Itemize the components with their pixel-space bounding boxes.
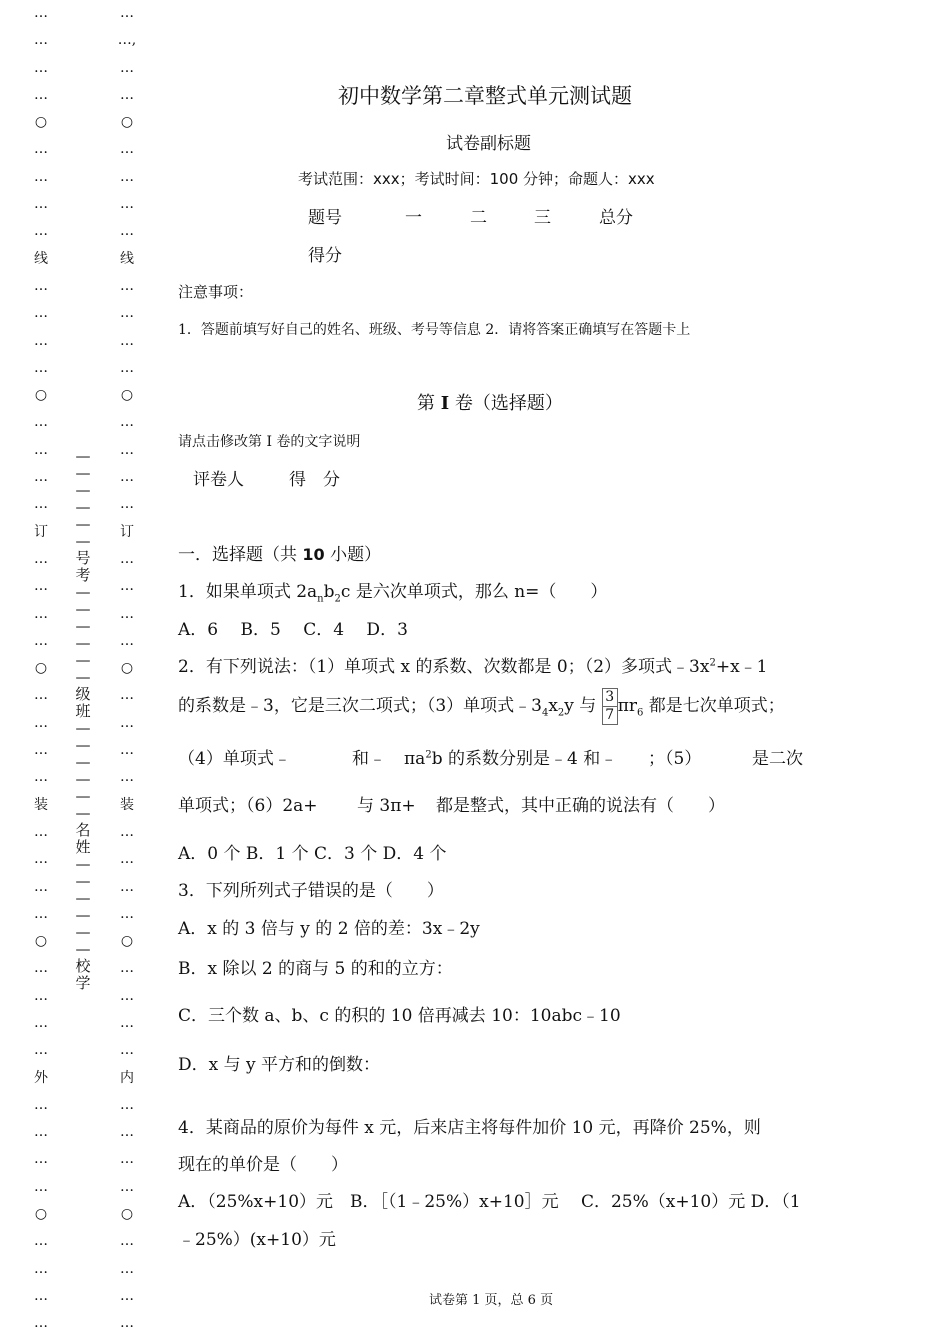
inner-margin-mark: …, xyxy=(117,32,137,49)
student-info-char: — xyxy=(75,855,91,873)
section-title-pre: 第 xyxy=(417,393,441,414)
q2-line3-d: b 的系数分别是﹣4 和﹣ xyxy=(431,749,618,769)
inner-margin-mark: ○ xyxy=(120,114,134,131)
outer-margin-mark: … xyxy=(34,359,48,376)
q2-line2-x: x xyxy=(548,696,558,716)
outer-margin-mark: … xyxy=(34,550,48,567)
q2-line2-sub-6: 6 xyxy=(637,707,644,719)
outer-margin-mark: 装 xyxy=(34,796,48,813)
outer-margin-mark: … xyxy=(34,578,48,595)
fraction-numerator: 3 xyxy=(605,689,615,705)
student-info-char: — xyxy=(75,668,91,686)
binding-margin-outer xyxy=(29,0,53,1338)
outer-margin-mark: ○ xyxy=(34,114,48,131)
outer-margin-mark: ○ xyxy=(34,660,48,677)
exam-title: 初中数学第二章整式单元测试题 xyxy=(338,84,632,108)
binding-margin-inner xyxy=(115,0,139,1338)
student-info-char: — xyxy=(75,651,91,669)
inner-margin-mark: ○ xyxy=(120,387,134,404)
outer-margin-mark: … xyxy=(34,1151,48,1168)
student-info-char: — xyxy=(75,889,91,907)
inner-margin-mark: … xyxy=(120,469,134,486)
outer-margin-mark: ○ xyxy=(34,387,48,404)
outer-margin-mark: … xyxy=(34,277,48,294)
outer-margin-mark: … xyxy=(34,632,48,649)
score-table-header-3: 三 xyxy=(534,208,551,228)
outer-margin-mark: … xyxy=(34,1042,48,1059)
exam-info xyxy=(298,168,655,189)
inner-margin-mark: … xyxy=(120,1096,134,1113)
inner-margin-mark: … xyxy=(120,5,134,21)
student-info-char: 校 xyxy=(75,957,91,975)
question-3: 3．下列所列式子错误的是（ ） xyxy=(178,881,444,901)
q1-sub-2: 2 xyxy=(334,593,341,605)
part-heading-num: 10 xyxy=(302,545,325,564)
inner-margin-mark: … xyxy=(120,605,134,622)
student-info-char: — xyxy=(75,617,91,635)
student-info-char: 姓 xyxy=(75,838,91,856)
outer-margin-mark: 线 xyxy=(34,250,48,267)
inner-margin-mark: … xyxy=(120,905,134,922)
inner-margin-mark: … xyxy=(120,960,134,977)
student-info-char: — xyxy=(75,736,91,754)
outer-margin-mark: … xyxy=(34,878,48,895)
student-info-char: 考 xyxy=(75,566,91,584)
question-2-line-1 xyxy=(178,652,768,677)
outer-margin-mark: ○ xyxy=(34,933,48,950)
outer-margin-mark: … xyxy=(34,469,48,486)
inner-margin-mark: … xyxy=(120,332,134,349)
q2-line3-f: 是二次 xyxy=(752,749,803,769)
score-table-header-1: 一 xyxy=(405,208,422,228)
inner-margin-mark: … xyxy=(120,1260,134,1277)
q1-mid: b xyxy=(323,582,335,602)
q2-line1-sup: 2 xyxy=(709,657,716,669)
student-info-char: — xyxy=(75,906,91,924)
question-4-line-1: 4．某商品的原价为每件 x 元，后来店主将每件加价 10 元，再降价 25%，则 xyxy=(178,1118,761,1138)
student-info-char: — xyxy=(75,719,91,737)
inner-margin-mark: … xyxy=(120,359,134,376)
student-info-char: 名 xyxy=(75,821,91,839)
score-label: 得 分 xyxy=(289,470,340,490)
inner-margin-mark: … xyxy=(120,1014,134,1031)
outer-margin-mark: … xyxy=(34,441,48,458)
inner-margin-mark: … xyxy=(120,86,134,103)
q2-line3-sup: 2 xyxy=(425,749,432,761)
question-3-option-d: D．x 与 y 平方和的倒数： xyxy=(178,1055,381,1075)
inner-margin-mark: … xyxy=(120,1124,134,1141)
outer-margin-mark: … xyxy=(34,769,48,786)
outer-margin-mark: … xyxy=(34,714,48,731)
inner-margin-mark: … xyxy=(120,1151,134,1168)
inner-margin-mark: … xyxy=(120,1315,134,1332)
question-4-options-line-2: ﹣25%）(x+10）元 xyxy=(178,1230,336,1250)
outer-margin-mark: … xyxy=(34,305,48,322)
student-info-char: 级 xyxy=(75,685,91,703)
q1-pre: 1．如果单项式 2a xyxy=(178,582,318,602)
q2-line4-c: 都是整式，其中正确的说法有（ ） xyxy=(436,796,725,816)
q2-line3-pia: πa xyxy=(404,749,426,769)
question-2-line-2 xyxy=(178,688,785,725)
inner-margin-mark: … xyxy=(120,59,134,76)
question-1 xyxy=(178,577,607,604)
outer-margin-mark: … xyxy=(34,141,48,158)
student-info-char: — xyxy=(75,787,91,805)
q2-line3-e: ；（5） xyxy=(648,749,702,769)
outer-margin-mark: … xyxy=(34,32,48,49)
q2-line3-b: 和﹣ xyxy=(352,749,386,769)
student-info-char: — xyxy=(75,804,91,822)
inner-margin-mark: … xyxy=(120,878,134,895)
question-4-line-2: 现在的单价是（ ） xyxy=(178,1155,348,1175)
part-heading xyxy=(178,540,381,565)
outer-margin-mark: … xyxy=(34,332,48,349)
part-heading-post: 小题） xyxy=(324,545,382,565)
student-info-char: — xyxy=(75,447,91,465)
question-3-option-a: A．x 的 3 倍与 y 的 2 倍的差：3x﹣2y xyxy=(178,919,480,939)
q2-line1-post: +x﹣1 xyxy=(715,657,768,677)
student-info-char: — xyxy=(75,872,91,890)
q2-line2-end: 都是七次单项式； xyxy=(643,696,785,716)
student-info-char: — xyxy=(75,770,91,788)
inner-margin-mark: … xyxy=(120,769,134,786)
outer-margin-mark: … xyxy=(34,1260,48,1277)
inner-margin-mark: … xyxy=(120,823,134,840)
inner-margin-mark: … xyxy=(120,496,134,513)
notice-text: 1．答题前填写好自己的姓名、班级、考号等信息 2．请将答案正确填写在答题卡上 xyxy=(178,322,691,338)
inner-margin-mark: … xyxy=(120,1042,134,1059)
q2-line4-a: 单项式；（6）2a+ xyxy=(178,796,318,816)
inner-margin-mark: ○ xyxy=(120,660,134,677)
inner-margin-mark: 装 xyxy=(120,796,134,813)
outer-margin-mark: … xyxy=(34,851,48,868)
exam-info-text: 考试范围：xxx；考试时间：100 分钟；命题人：xxx xyxy=(298,170,655,188)
student-info-char: — xyxy=(75,634,91,652)
student-info-char: — xyxy=(75,481,91,499)
outer-margin-mark: 订 xyxy=(34,523,48,540)
inner-margin-mark: ○ xyxy=(120,1206,134,1223)
page-footer: 试卷第 1 页，总 6 页 xyxy=(429,1293,554,1308)
outer-margin-mark: … xyxy=(34,196,48,213)
inner-margin-mark: … xyxy=(120,141,134,158)
outer-margin-mark: … xyxy=(34,1178,48,1195)
outer-margin-mark: … xyxy=(34,1096,48,1113)
score-table-header-0: 题号 xyxy=(308,208,342,228)
outer-margin-mark: … xyxy=(34,86,48,103)
inner-margin-mark: … xyxy=(120,223,134,240)
inner-margin-mark: … xyxy=(120,441,134,458)
inner-margin-mark: … xyxy=(120,742,134,759)
q2-line2-y: y 与 xyxy=(564,696,597,716)
outer-margin-mark: … xyxy=(34,823,48,840)
section-title-roman: I xyxy=(440,393,450,414)
student-info-char: 班 xyxy=(75,702,91,720)
outer-margin-mark: ○ xyxy=(34,1206,48,1223)
inner-margin-mark: … xyxy=(120,687,134,704)
section-note: 请点击修改第 I 卷的文字说明 xyxy=(178,434,361,450)
inner-margin-mark: 内 xyxy=(120,1069,134,1086)
student-info-char: — xyxy=(75,464,91,482)
student-info-char: — xyxy=(75,753,91,771)
q2-line4-b: 与 3π+ xyxy=(357,796,416,816)
q1-post: c 是六次单项式，那么 n=（ ） xyxy=(340,582,608,602)
outer-margin-mark: 外 xyxy=(34,1069,48,1086)
question-1-options: A．6 B．5 C．4 D．3 xyxy=(178,620,408,640)
student-info-char: — xyxy=(75,515,91,533)
student-info-char: — xyxy=(75,600,91,618)
student-info-char: — xyxy=(75,498,91,516)
outer-margin-mark: … xyxy=(34,605,48,622)
score-table-header-4: 总分 xyxy=(599,208,633,228)
outer-margin-mark: … xyxy=(34,59,48,76)
inner-margin-mark: … xyxy=(120,305,134,322)
exam-subtitle: 试卷副标题 xyxy=(446,134,531,154)
question-2-options: A．0 个 B．1 个 C．3 个 D．4 个 xyxy=(178,844,447,864)
outer-margin-mark: … xyxy=(34,1315,48,1332)
outer-margin-mark: … xyxy=(34,5,48,21)
q2-line2-sub-2: 2 xyxy=(557,707,565,719)
outer-margin-mark: … xyxy=(34,1233,48,1250)
inner-margin-mark: … xyxy=(120,632,134,649)
inner-margin-mark: … xyxy=(120,550,134,567)
question-3-option-c: C．三个数 a、b、c 的积的 10 倍再减去 10：10abc﹣10 xyxy=(178,1006,621,1026)
outer-margin-mark: … xyxy=(34,987,48,1004)
outer-margin-mark: … xyxy=(34,223,48,240)
inner-margin-mark: … xyxy=(120,1178,134,1195)
fraction-3-7 xyxy=(602,688,618,725)
student-info-char: — xyxy=(75,583,91,601)
student-info-char: — xyxy=(75,532,91,550)
inner-margin-mark: … xyxy=(120,196,134,213)
outer-margin-mark: … xyxy=(34,414,48,431)
student-info-char: 学 xyxy=(75,974,91,992)
outer-margin-mark: … xyxy=(34,496,48,513)
question-4-options-line-1: A．（25%x+10）元 B．［（1﹣25%）x+10］元 C．25%（x+10）元 D．（1 xyxy=(178,1192,801,1212)
inner-margin-mark: … xyxy=(120,1287,134,1304)
inner-margin-mark: ○ xyxy=(120,933,134,950)
inner-margin-mark: … xyxy=(120,277,134,294)
section-title xyxy=(417,389,563,415)
outer-margin-mark: … xyxy=(34,742,48,759)
q2-line2-pre: 的系数是﹣3，它是三次二项式；（3）单项式﹣3 xyxy=(178,696,542,716)
fraction-denominator: 7 xyxy=(603,706,617,724)
student-info-char: 号 xyxy=(75,549,91,567)
outer-margin-mark: … xyxy=(34,1287,48,1304)
question-3-option-b: B．x 除以 2 的商与 5 的和的立方： xyxy=(178,959,453,979)
student-info-char: — xyxy=(75,940,91,958)
q1-sub-n: n xyxy=(317,593,324,605)
student-info-char: — xyxy=(75,923,91,941)
outer-margin-mark: … xyxy=(34,1014,48,1031)
inner-margin-mark: 订 xyxy=(120,523,134,540)
q2-line2-pir: πr xyxy=(617,696,638,716)
section-title-post: 卷（选择题） xyxy=(449,393,563,414)
q2-line3-a: （4）单项式﹣ xyxy=(178,749,291,769)
inner-margin-mark: … xyxy=(120,1233,134,1250)
outer-margin-mark: … xyxy=(34,1124,48,1141)
inner-margin-mark: … xyxy=(120,578,134,595)
outer-margin-mark: … xyxy=(34,960,48,977)
outer-margin-mark: … xyxy=(34,687,48,704)
score-table-row-label: 得分 xyxy=(308,246,342,266)
student-info-vertical xyxy=(72,448,94,992)
q2-line1-text: 2．有下列说法：（1）单项式 x 的系数、次数都是 0；（2）多项式﹣3x xyxy=(178,657,710,677)
notice-heading: 注意事项： xyxy=(178,283,254,301)
outer-margin-mark: … xyxy=(34,905,48,922)
inner-margin-mark: … xyxy=(120,414,134,431)
inner-margin-mark: … xyxy=(120,851,134,868)
outer-margin-mark: … xyxy=(34,168,48,185)
part-heading-pre: 一．选择题（共 xyxy=(178,545,303,565)
inner-margin-mark: … xyxy=(120,987,134,1004)
score-table-header-2: 二 xyxy=(470,208,487,228)
inner-margin-mark: … xyxy=(120,714,134,731)
inner-margin-mark: 线 xyxy=(120,250,134,267)
inner-margin-mark: … xyxy=(120,168,134,185)
q2-line3-c xyxy=(404,744,617,769)
grader-label: 评卷人 xyxy=(193,470,244,490)
q2-line2-sub-4: 4 xyxy=(541,707,549,719)
